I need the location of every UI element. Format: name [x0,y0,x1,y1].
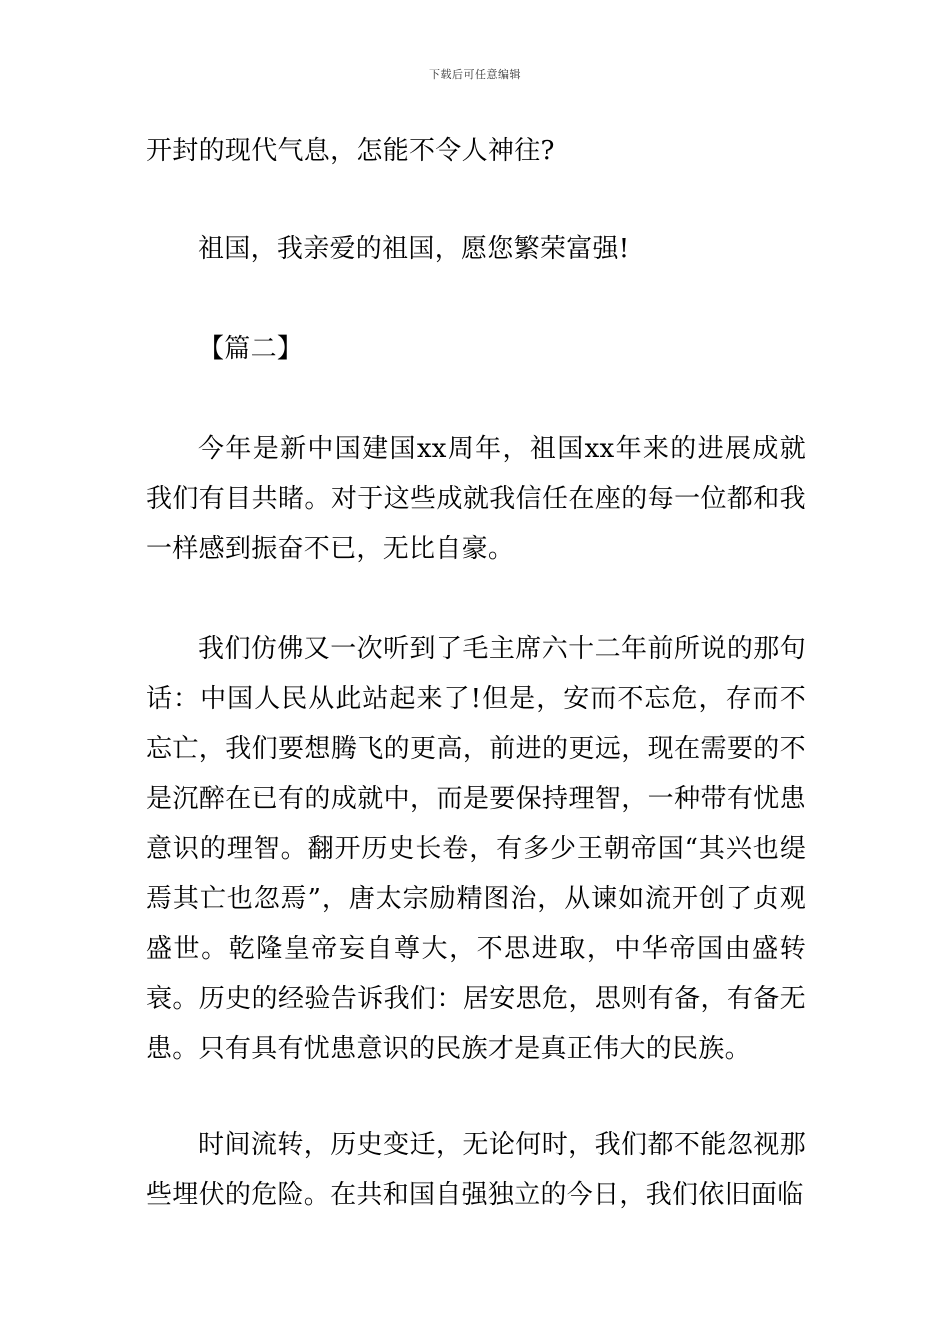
paragraph: 开封的现代气息，怎能不令人神往? [146,136,555,166]
paragraph: 时间流转，历史变迁，无论何时，我们都不能忽视那些埋伏的危险。在共和国自强独立的今日，我们依旧面临 [146,1130,806,1210]
paragraph: 我们仿佛又一次听到了毛主席六十二年前所说的那句话：中国人民从此站起来了!但是，安而不忘危，存而不忘亡，我们要想腾飞的更高，前进的更远，现在需要的不是沉醉在已有的成就中，而是要保持理智，一种带有忧患意识的理智。翻开历史长卷，有多少王朝帝国“其兴也缇焉其亡也忽焉”，唐太宗励精图治，从谏如流开创了贞观盛世。乾隆皇帝妄自尊大，不思进取，中华帝国由盛转衰。历史的经验告诉我们：居安思危，思则有备，有备无患。只有具有忧患意识的民族才是真正伟大的民族。 [146,634,806,1064]
header-note: 下载后可任意编辑 [429,68,521,81]
paragraph: 祖国，我亲爱的祖国，愿您繁荣富强! [198,234,630,264]
paragraph: 今年是新中国建国xx周年，祖国xx年来的进展成就我们有目共睹。对于这些成就我信任在座的每一位都和我一样感到振奋不已，无比自豪。 [146,434,806,564]
paragraph-danger [146,1120,806,1220]
paragraph-closing [146,224,806,274]
paragraph-continuation [146,126,806,176]
section-heading [146,324,806,374]
paragraph-history [146,624,806,1074]
section-title: 【篇二】 [198,334,304,364]
paragraph-intro [146,424,806,574]
